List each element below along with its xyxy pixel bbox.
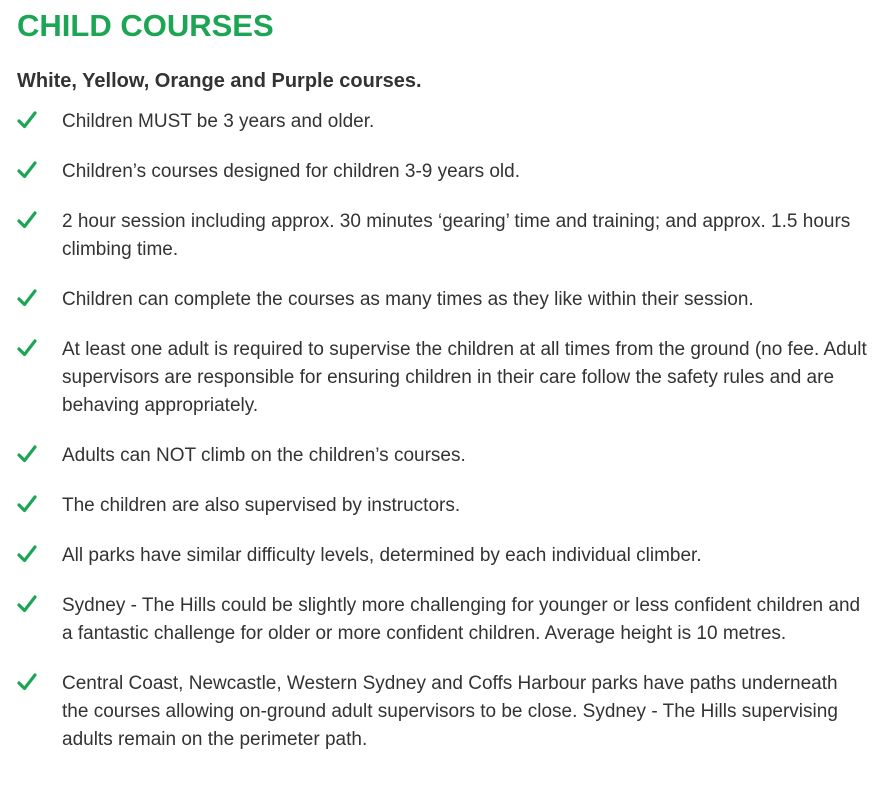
list-item-text: Sydney - The Hills could be slightly more challenging for younger or less confident children and a fantastic challenge for older or more confident children. Average height is 10 metres. bbox=[62, 595, 861, 644]
list-item bbox=[17, 158, 867, 186]
list-item bbox=[17, 542, 867, 570]
list-item bbox=[17, 286, 867, 314]
check-icon bbox=[17, 110, 37, 130]
page-title: CHILD COURSES bbox=[17, 8, 274, 43]
list-item-text: At least one adult is required to supervise the children at all times from the ground (no fee. Adult supervisors are responsible for ensuring children in their care follow the safety rules and are behaving appropriately. bbox=[62, 339, 867, 416]
list-item bbox=[17, 108, 867, 136]
section-subtitle: White, Yellow, Orange and Purple courses. bbox=[17, 70, 422, 92]
check-icon bbox=[17, 444, 37, 464]
list-item bbox=[17, 492, 867, 520]
list-item-text: Children’s courses designed for children 3-9 years old. bbox=[62, 161, 521, 182]
list-item bbox=[17, 208, 867, 264]
check-icon bbox=[17, 338, 37, 358]
check-icon bbox=[17, 210, 37, 230]
list-item-text: Children can complete the courses as many times as they like within their session. bbox=[62, 289, 754, 310]
list-item bbox=[17, 670, 867, 754]
check-icon bbox=[17, 494, 37, 514]
list-item bbox=[17, 336, 867, 420]
info-list bbox=[17, 108, 867, 754]
list-item-text: Central Coast, Newcastle, Western Sydney and Coffs Harbour parks have paths underneath the courses allowing on-ground adult supervisors to be close. Sydney - The Hills supervising adults remain on the perimeter path. bbox=[62, 673, 838, 750]
check-icon bbox=[17, 672, 37, 692]
list-item-text: Adults can NOT climb on the children’s courses. bbox=[62, 445, 466, 466]
check-icon bbox=[17, 544, 37, 564]
list-item-text: All parks have similar difficulty levels, determined by each individual climber. bbox=[62, 545, 702, 566]
check-icon bbox=[17, 594, 37, 614]
content-container bbox=[17, 0, 867, 776]
list-item-text: 2 hour session including approx. 30 minutes ‘gearing’ time and training; and approx. 1.5 hours climbing time. bbox=[62, 211, 851, 260]
list-item bbox=[17, 592, 867, 648]
list-item bbox=[17, 442, 867, 470]
check-icon bbox=[17, 160, 37, 180]
list-item-text: The children are also supervised by instructors. bbox=[62, 495, 461, 516]
check-icon bbox=[17, 288, 37, 308]
list-item-text: Children MUST be 3 years and older. bbox=[62, 111, 375, 132]
